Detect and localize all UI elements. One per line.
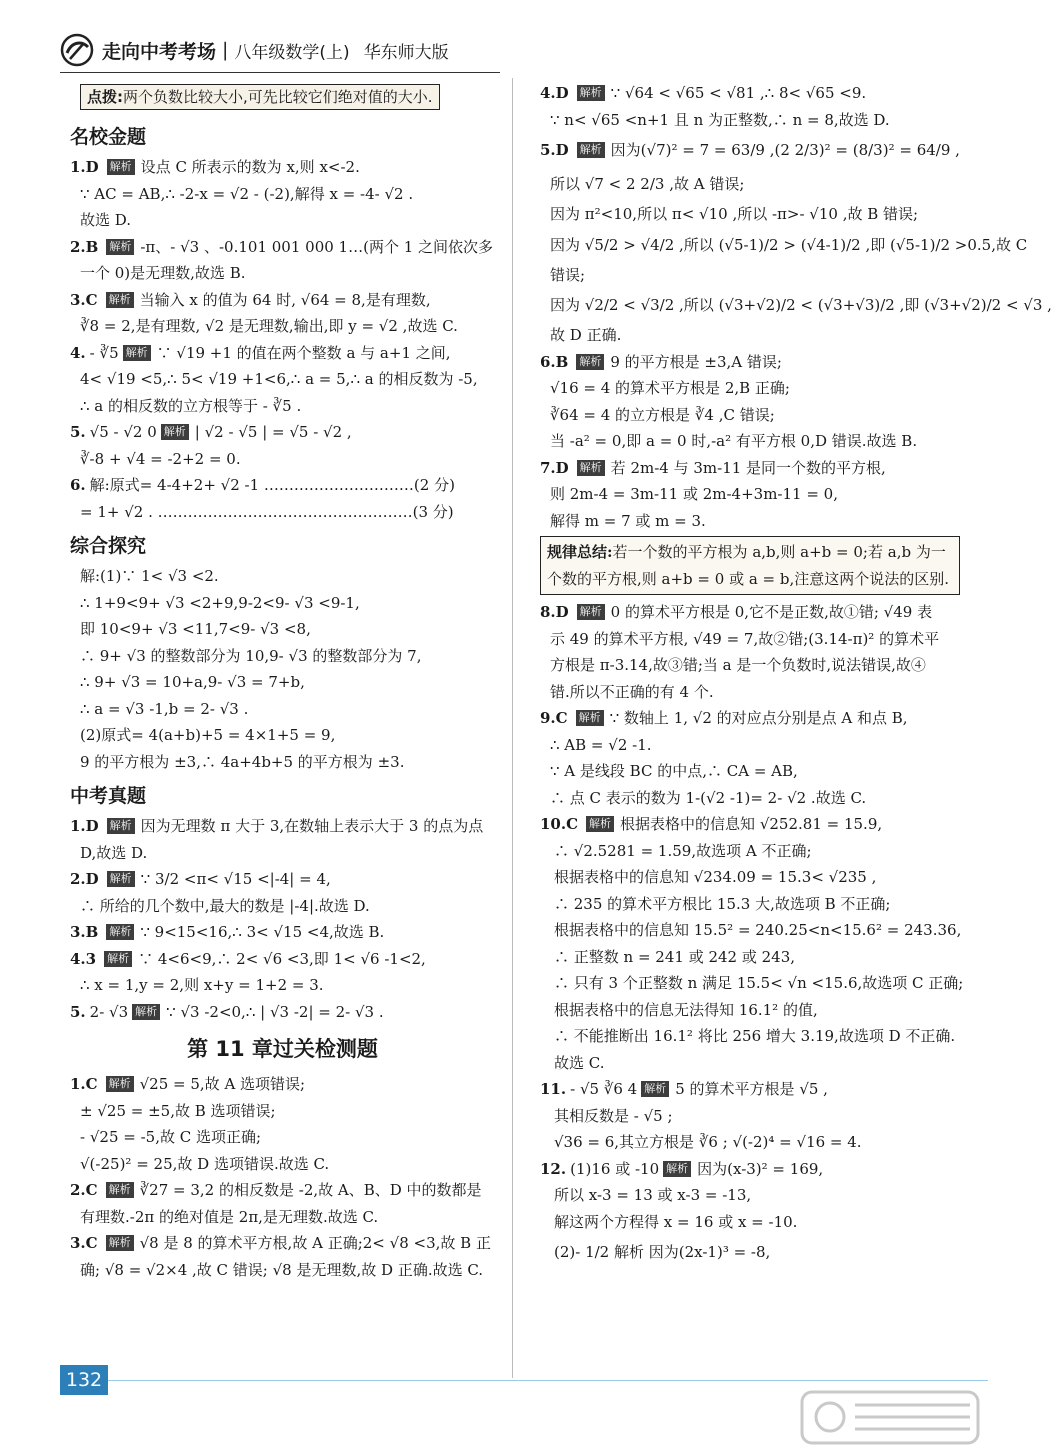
- publisher-name: 华东师大版: [363, 42, 449, 63]
- answer-line: [540, 288, 1052, 322]
- answer-line: [70, 643, 495, 670]
- answer-text: ∴ 点 C 表示的数为 1-(√2 -1)= 2- √2 .故选 C.: [550, 788, 867, 807]
- answer-text: 解得 m = 7 或 m = 3.: [550, 511, 706, 530]
- answer-text: | √2 - √5 | = √5 - √2 ,: [194, 423, 352, 441]
- answer-text: ∛27 = 3,2 的相反数是 -2,故 A、B、D 中的数都是: [139, 1181, 482, 1199]
- tip-label: 点拨:: [87, 88, 123, 106]
- answer-text: 故 D 正确.: [550, 326, 622, 344]
- question-number: 7.D: [540, 458, 569, 477]
- answer-line: [70, 972, 495, 999]
- answer-text: ∴ 235 的算术平方根比 15.3 大,故选项 B 不正确;: [554, 894, 891, 913]
- answer-value: √5 - √2 0: [89, 423, 157, 441]
- answer-line: [540, 838, 960, 865]
- answer-line: [70, 813, 495, 840]
- answer-text: √25 = 5,故 A 选项错误;: [139, 1075, 306, 1093]
- answer-line: [70, 287, 495, 314]
- answer-line: [70, 340, 495, 367]
- answer-text: √16 = 4 的算术平方根是 2,B 正确;: [550, 379, 790, 397]
- answer-text: ∵ 3/2 <π< √15 <|-4| = 4,: [140, 870, 331, 888]
- answer-line: [540, 1076, 960, 1103]
- answer-line: [540, 167, 960, 201]
- answer-line: [540, 1129, 960, 1156]
- answer-line: [540, 785, 960, 812]
- answer-text: 确; √8 = √2×4 ,故 C 错误; √8 是无理数,故 D 正确.故选 C.: [80, 1260, 484, 1279]
- answer-line: [540, 455, 960, 482]
- analysis-tag: 解析: [107, 871, 135, 887]
- answer-line: [540, 1156, 960, 1183]
- section-title-mingxiao: 名校金题: [70, 126, 147, 148]
- watermark-logo: [800, 1390, 980, 1445]
- answer-line: [540, 402, 960, 429]
- analysis-tag: 解析: [106, 1235, 134, 1251]
- logo-icon: [60, 33, 94, 67]
- answer-line: [70, 590, 495, 617]
- analysis-tag: 解析: [641, 1081, 669, 1097]
- answer-text: 9 的平方根为 ±3,∴ 4a+4b+5 的平方根为 ±3.: [80, 752, 405, 771]
- answer-text: ∴ 9+ √3 = 10+a,9- √3 = 7+b,: [80, 673, 305, 691]
- answer-line: [70, 722, 495, 749]
- answer-text: 因为 √2/2 < √3/2 ,所以 (√3+√2)/2 < (√3+√3)/2 ,即 (√3+√2)/2 < √3 ,: [550, 296, 1052, 314]
- question-number: 3.B: [70, 923, 99, 941]
- answer-line: [70, 999, 495, 1026]
- answer-line: [540, 133, 960, 167]
- answer-text: ∛8 = 2,是有理数, √2 是无理数,输出,即 y = √2 ,故选 C.: [80, 317, 458, 335]
- answer-line: [540, 375, 960, 402]
- right-answers-part2: [540, 599, 964, 1269]
- answer-line: [70, 616, 495, 643]
- answer-line: [70, 563, 495, 590]
- answer-line: [70, 840, 495, 867]
- answer-text: ∵ √64 < √65 < √81 ,∴ 8< √65 <9.: [610, 84, 867, 102]
- answer-line: [70, 1098, 495, 1125]
- answer-text: 9 的平方根是 ±3,A 错误;: [610, 352, 782, 371]
- answer-text: 当 -a² = 0,即 a = 0 时,-a² 有平方根 0,D 错误.故选 B.: [550, 432, 918, 450]
- answer-line: [540, 891, 960, 918]
- answer-text: ∴ 9+ √3 的整数部分为 10,9- √3 的整数部分为 7,: [80, 646, 422, 665]
- answer-line: [540, 349, 960, 376]
- question-number: 5.: [70, 423, 86, 441]
- answer-text: 有理数.-2π 的绝对值是 2π,是无理数.故选 C.: [80, 1207, 379, 1226]
- answer-text: 根据表格中的信息知 √252.81 = 15.9,: [620, 815, 883, 833]
- answer-line: [540, 1182, 960, 1209]
- answer-text: 示 49 的算术平方根, √49 = 7,故②错;(3.14-π)² 的算术平: [550, 629, 940, 648]
- answer-line: [70, 1230, 495, 1257]
- answer-line: [70, 1124, 495, 1151]
- answer-text: 因为(x-3)² = 169,: [697, 1159, 824, 1178]
- answer-text: ∴ 不能推断出 16.1² 将比 256 增大 3.19,故选项 D 不正确.: [554, 1027, 956, 1045]
- question-number: 3.C: [70, 290, 98, 309]
- question-number: 1.D: [70, 817, 99, 835]
- answer-line: [540, 758, 960, 785]
- answer-line: [70, 472, 495, 499]
- answer-text: 若 2m-4 与 3m-11 是同一个数的平方根,: [610, 458, 886, 477]
- answer-value: - ∛5: [89, 343, 119, 362]
- answer-line: [70, 499, 495, 526]
- answer-text: ∵ 4<6<9,∴ 2< √6 <3,即 1< √6 -1<2,: [138, 949, 426, 968]
- question-number: 6.B: [540, 352, 569, 371]
- question-number: 9.C: [540, 709, 568, 727]
- answer-line: [540, 1050, 960, 1077]
- answer-text: 0 的算术平方根是 0,它不是正数,故①错; √49 表: [610, 603, 933, 621]
- answer-text: ∛-8 + √4 = -2+2 = 0.: [80, 449, 241, 468]
- answer-line: [70, 893, 495, 920]
- tip-box: [80, 84, 440, 110]
- chapter-title: 第 11 章过关检测题: [187, 1037, 378, 1061]
- answer-line: [540, 428, 960, 455]
- analysis-tag: 解析: [576, 710, 604, 726]
- answer-line: [540, 732, 960, 759]
- answer-text: 所以 √7 < 2 2/3 ,故 A 错误;: [550, 175, 745, 193]
- answer-text: ∴ 正整数 n = 241 或 242 或 243,: [554, 947, 796, 966]
- answer-text: ∴ a = √3 -1,b = 2- √3 .: [80, 699, 249, 718]
- answer-text: (2)- 1/2 解析 因为(2x-1)³ = -8,: [554, 1243, 771, 1261]
- analysis-tag: 解析: [663, 1161, 691, 1177]
- answer-text: ∵ n< √65 <n+1 且 n 为正整数,∴ n = 8,故选 D.: [550, 110, 890, 129]
- answer-line: [540, 80, 960, 107]
- answer-line: [70, 1151, 495, 1178]
- answer-value: - √5 ∛6 4: [570, 1080, 638, 1098]
- analysis-tag: 解析: [107, 159, 135, 175]
- answer-line: [70, 1204, 495, 1231]
- analysis-tag: 解析: [132, 1004, 160, 1020]
- answer-line: [540, 1103, 960, 1130]
- answer-text: ∴ √2.5281 = 1.59,故选项 A 不正确;: [554, 841, 812, 860]
- answer-line: [70, 446, 495, 473]
- column-divider: [512, 78, 513, 1378]
- answer-value: 2- √3: [89, 1002, 129, 1021]
- question-number: 5.D: [540, 141, 569, 159]
- answer-text: 当输入 x 的值为 64 时, √64 = 8,是有理数,: [139, 290, 431, 309]
- analysis-tag: 解析: [161, 424, 189, 440]
- answer-text: ∴ AB = √2 -1.: [550, 735, 652, 754]
- answer-line: [540, 599, 960, 626]
- answer-text: ∵ A 是线段 BC 的中点,∴ CA = AB,: [550, 762, 798, 780]
- header-separator: |: [222, 39, 229, 61]
- answer-line: [540, 944, 960, 971]
- section-zhongkao-answers: [70, 813, 495, 1025]
- answer-line: [70, 154, 495, 181]
- question-number: 5.: [70, 1002, 86, 1021]
- answer-line: [70, 1071, 495, 1098]
- answer-text: 解:原式= 4-4+2+ √2 -1 …………………………(2 分): [89, 476, 455, 494]
- answer-text: 则 2m-4 = 3m-11 或 2m-4+3m-11 = 0,: [550, 485, 838, 503]
- answer-line: [70, 1257, 495, 1284]
- answer-text: 故选 C.: [554, 1053, 605, 1072]
- answer-line: [70, 260, 495, 287]
- question-number: 1.D: [70, 158, 99, 176]
- answer-line: [540, 970, 964, 997]
- footer-rule: [108, 1380, 988, 1381]
- question-number: 4.D: [540, 84, 569, 102]
- answer-line: [70, 696, 495, 723]
- answer-text: 故选 D.: [80, 211, 132, 229]
- answer-line: [70, 946, 495, 973]
- section-zonghe-answers: [70, 563, 495, 775]
- answer-line: [540, 705, 960, 732]
- analysis-tag: 解析: [107, 818, 135, 834]
- answer-text: 4< √19 <5,∴ 5< √19 +1<6,∴ a = 5,∴ a 的相反数为 -5,: [80, 370, 478, 388]
- analysis-tag: 解析: [106, 239, 134, 255]
- answer-text: √36 = 6,其立方根是 ∛6 ; √(-2)⁴ = √16 = 4.: [554, 1133, 862, 1151]
- question-number: 2.D: [70, 870, 99, 888]
- answer-text: ∛64 = 4 的立方根是 ∛4 ,C 错误;: [550, 405, 775, 424]
- answer-line: [70, 234, 495, 261]
- answer-text: D,故选 D.: [80, 843, 148, 862]
- answer-line: [70, 313, 495, 340]
- answer-text: -π、- √3 、-0.101 001 000 1…(两个 1 之间依次多: [140, 237, 494, 256]
- answer-line: [540, 997, 960, 1024]
- rule-summary-label: 规律总结:: [547, 543, 613, 561]
- answer-line: [540, 481, 960, 508]
- answer-text: ∴ 1+9<9+ √3 <2+9,9-2<9- √3 <9-1,: [80, 593, 360, 612]
- answer-line: [540, 811, 960, 838]
- answer-line: [540, 228, 1028, 262]
- answer-line: [540, 1235, 960, 1269]
- analysis-tag: 解析: [106, 1076, 134, 1092]
- answer-text: 解这两个方程得 x = 16 或 x = -10.: [554, 1212, 798, 1231]
- answer-line: [70, 419, 495, 446]
- section-mingxiao-answers: [70, 154, 495, 525]
- question-number: 4.3: [70, 949, 97, 968]
- question-number: 4.: [70, 343, 86, 362]
- answer-line: [70, 207, 495, 234]
- answer-text: (2)原式= 4(a+b)+5 = 4×1+5 = 9,: [80, 726, 336, 744]
- question-number: 1.C: [70, 1075, 98, 1093]
- answer-line: [70, 749, 495, 776]
- page-header: [60, 30, 960, 70]
- answer-text: 根据表格中的信息无法得知 16.1² 的值,: [554, 1000, 818, 1019]
- answer-line: [540, 864, 960, 891]
- answer-line: [540, 917, 960, 944]
- question-number: 2.B: [70, 237, 99, 256]
- analysis-tag: 解析: [586, 816, 614, 832]
- question-number: 2.C: [70, 1181, 98, 1199]
- answer-line: [70, 866, 495, 893]
- answer-line: [70, 919, 495, 946]
- book-subtitle: 八年级数学(上): [234, 42, 350, 63]
- answer-text: 因为 π²<10,所以 π< √10 ,所以 -π>- √10 ,故 B 错误;: [550, 205, 919, 223]
- answer-text: ∵ 9<15<16,∴ 3< √15 <4,故选 B.: [140, 923, 385, 941]
- analysis-tag: 解析: [577, 142, 605, 158]
- answer-line: [540, 107, 960, 134]
- answer-line: [540, 262, 960, 289]
- answer-line: [70, 181, 495, 208]
- answer-line: [70, 393, 495, 420]
- answer-text: ∴ a 的相反数的立方根等于 - ∛5 .: [80, 396, 302, 415]
- tip-text: 两个负数比较大小,可先比较它们绝对值的大小.: [123, 88, 433, 106]
- analysis-tag: 解析: [104, 951, 132, 967]
- answer-text: 设点 C 所表示的数为 x,则 x<-2.: [140, 158, 360, 176]
- answer-line: [540, 679, 960, 706]
- question-number: 8.D: [540, 603, 569, 621]
- brand-title: 走向中考考场: [102, 40, 217, 63]
- answer-line: [540, 322, 960, 349]
- left-column: [70, 80, 495, 1283]
- answer-text: ∴ 所给的几个数中,最大的数是 |-4|.故选 D.: [80, 896, 370, 915]
- chapter-test-answers: [70, 1071, 495, 1283]
- analysis-tag: 解析: [106, 924, 134, 940]
- answer-text: ∵ √3 -2<0,∴ | √3 -2| = 2- √3 .: [166, 1002, 384, 1021]
- answer-text: ∵ √19 +1 的值在两个整数 a 与 a+1 之间,: [156, 343, 451, 362]
- answer-line: [540, 1023, 960, 1050]
- answer-text: 即 10<9+ √3 <11,7<9- √3 <8,: [80, 620, 311, 638]
- answer-text: 根据表格中的信息知 15.5² = 240.25<n<15.6² = 243.36,: [554, 921, 962, 939]
- answer-text: ∴ 只有 3 个正整数 n 满足 15.5< √n <15.6,故选项 C 正确;: [554, 974, 964, 992]
- analysis-tag: 解析: [106, 1182, 134, 1198]
- answer-line: [540, 652, 960, 679]
- answer-line: [540, 1209, 960, 1236]
- answer-text: 因为(√7)² = 7 = 63/9 ,(2 2/3)² = (8/3)² = 64/9 ,: [610, 141, 960, 159]
- answer-text: ∴ x = 1,y = 2,则 x+y = 1+2 = 3.: [80, 976, 324, 994]
- answer-text: 根据表格中的信息知 √234.09 = 15.3< √235 ,: [554, 868, 877, 886]
- answer-value: (1)16 或 -10: [570, 1159, 660, 1178]
- question-number: 10.C: [540, 815, 579, 833]
- answer-line: [540, 508, 960, 535]
- section-title-zhongkao: 中考真题: [70, 785, 147, 807]
- analysis-tag: 解析: [577, 85, 605, 101]
- answer-text: 因为 √5/2 > √4/2 ,所以 (√5-1)/2 > (√4-1)/2 ,即 (√5-1)/2 >0.5,故 C: [550, 235, 1028, 254]
- right-answers-part1: [540, 80, 1052, 534]
- page-number: 132: [65, 1369, 103, 1391]
- header-rule: [60, 72, 500, 73]
- answer-text: 错.所以不正确的有 4 个.: [550, 682, 714, 701]
- answer-text: √8 是 8 的算术平方根,故 A 正确;2< √8 <3,故 B 正: [139, 1234, 491, 1252]
- question-number: 6.: [70, 476, 86, 494]
- answer-line: [70, 366, 495, 393]
- answer-text: ∵ 数轴上 1, √2 的对应点分别是点 A 和点 B,: [609, 709, 908, 727]
- question-number: 11.: [540, 1080, 567, 1098]
- answer-line: [540, 201, 960, 228]
- answer-line: [70, 1177, 495, 1204]
- answer-text: √(-25)² = 25,故 D 选项错误.故选 C.: [80, 1154, 330, 1173]
- answer-text: 解:(1)∵ 1< √3 <2.: [80, 567, 219, 585]
- answer-line: [540, 626, 960, 653]
- question-number: 12.: [540, 1159, 567, 1178]
- answer-text: 错误;: [550, 265, 586, 284]
- answer-text: = 1+ √2 . ……………………………………………(3 分): [80, 502, 454, 521]
- rule-summary-box: [540, 536, 960, 595]
- right-column: [540, 80, 1052, 1269]
- analysis-tag: 解析: [106, 292, 134, 308]
- answer-text: 因为无理数 π 大于 3,在数轴上表示大于 3 的点为点: [140, 817, 484, 835]
- answer-text: ± √25 = ±5,故 B 选项错误;: [80, 1101, 276, 1120]
- rule-summary-text: 若一个数的平方根为 a,b,则 a+b = 0;若 a,b 为一个数的平方根,则 a+b = 0 或 a = b,注意这两个说法的区别.: [547, 543, 950, 588]
- answer-text: 5 的算术平方根是 √5 ,: [675, 1080, 828, 1098]
- analysis-tag: 解析: [577, 604, 605, 620]
- answer-text: ∵ AC = AB,∴ -2-x = √2 - (-2),解得 x = -4- √2 .: [80, 184, 414, 203]
- analysis-tag: 解析: [577, 460, 605, 476]
- analysis-tag: 解析: [576, 354, 604, 370]
- answer-text: 方根是 π-3.14,故③错;当 a 是一个负数时,说法错误,故④: [550, 656, 926, 674]
- analysis-tag: 解析: [123, 345, 151, 361]
- answer-line: [70, 669, 495, 696]
- answer-text: 其相反数是 - √5 ;: [554, 1106, 673, 1125]
- question-number: 3.C: [70, 1234, 98, 1252]
- answer-text: - √25 = -5,故 C 选项正确;: [80, 1128, 262, 1146]
- answer-text: 一个 0)是无理数,故选 B.: [80, 264, 246, 282]
- section-title-zonghe: 综合探究: [70, 535, 147, 557]
- answer-text: 所以 x-3 = 13 或 x-3 = -13,: [554, 1186, 752, 1204]
